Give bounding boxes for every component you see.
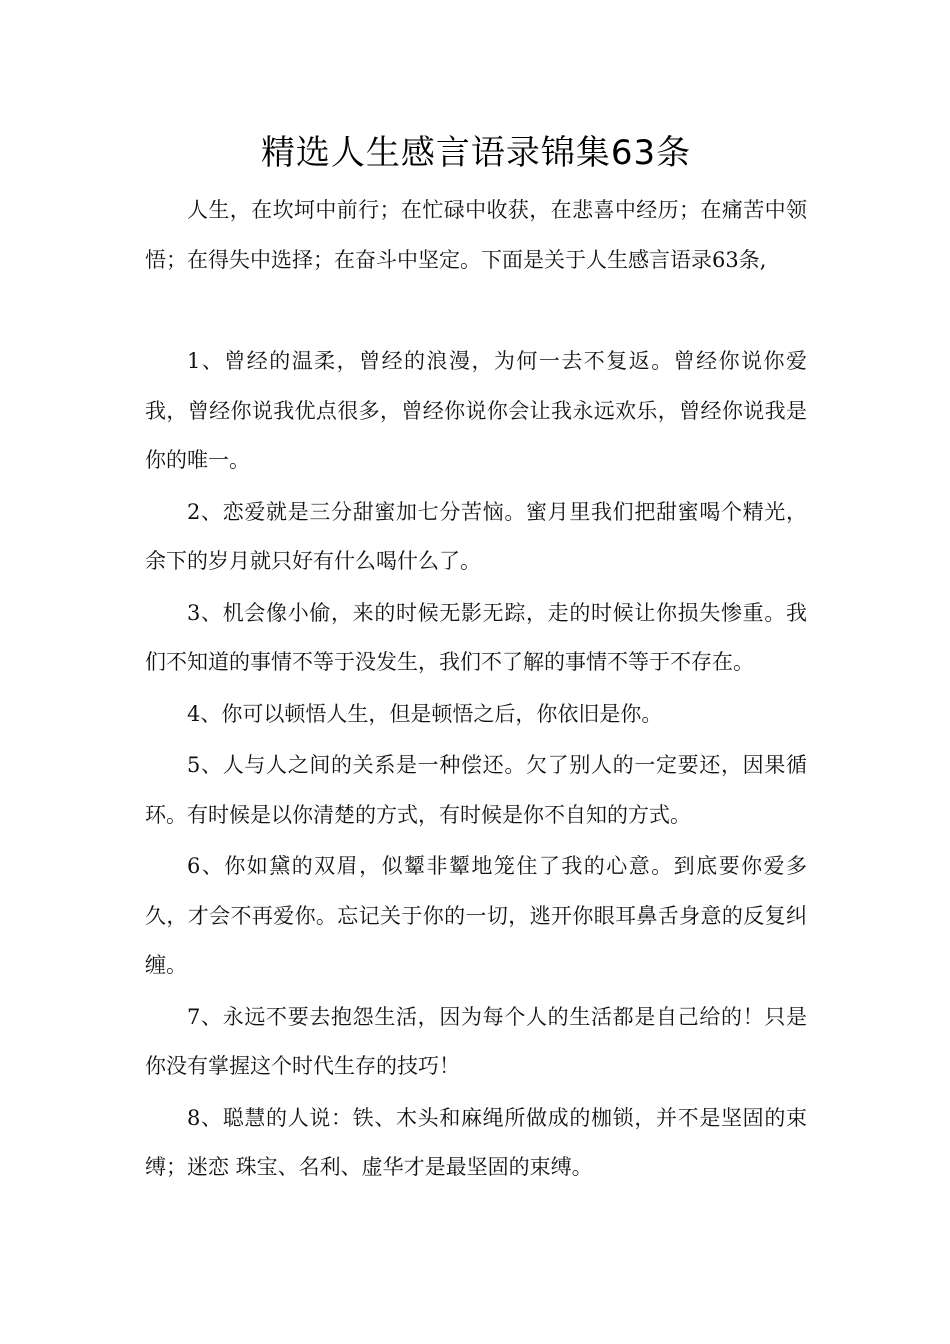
- quote-item-7: 7、永远不要去抱怨生活，因为每个人的生活都是自己给的！只是你没有掌握这个时代生存的技巧！: [145, 1004, 807, 1078]
- quote-item-6: 6、你如黛的双眉，似颦非颦地笼住了我的心意。到底要你爱多久，才会不再爱你。忘记关于你的一切，逃开你眼耳鼻舌身意的反复纠缠。: [145, 854, 807, 977]
- document-title: 精选人生感言语录锦集63条: [260, 133, 692, 173]
- quote-item-1: 1、曾经的温柔，曾经的浪漫，为何一去不复返。曾经你说你爱我，曾经你说我优点很多，曾经你说你会让我永远欢乐，曾经你说我是你的唯一。: [145, 349, 807, 472]
- quote-item-8: 8、聪慧的人说：铁、木头和麻绳所做成的枷锁，并不是坚固的束缚；迷恋 珠宝、名利、虚华才是最坚固的束缚。: [145, 1105, 807, 1179]
- quote-item-4: 4、你可以顿悟人生，但是顿悟之后，你依旧是你。: [187, 701, 663, 726]
- document-body: [145, 128, 807, 1195]
- quote-item-3: 3、机会像小偷，来的时候无影无踪，走的时候让你损失惨重。我们不知道的事情不等于没发生，我们不了解的事情不等于不存在。: [145, 600, 807, 674]
- quote-item-5: 5、人与人之间的关系是一种偿还。欠了别人的一定要还，因果循环。有时候是以你清楚的方式，有时候是你不自知的方式。: [145, 753, 807, 827]
- quote-item-2: 2、恋爱就是三分甜蜜加七分苦恼。蜜月里我们把甜蜜喝个精光，余下的岁月就只好有什么喝什么了。: [145, 499, 807, 573]
- intro-paragraph: 人生，在坎坷中前行；在忙碌中收获，在悲喜中经历；在痛苦中领悟；在得失中选择；在奋斗中坚定。下面是关于人生感言语录63条,: [145, 198, 807, 272]
